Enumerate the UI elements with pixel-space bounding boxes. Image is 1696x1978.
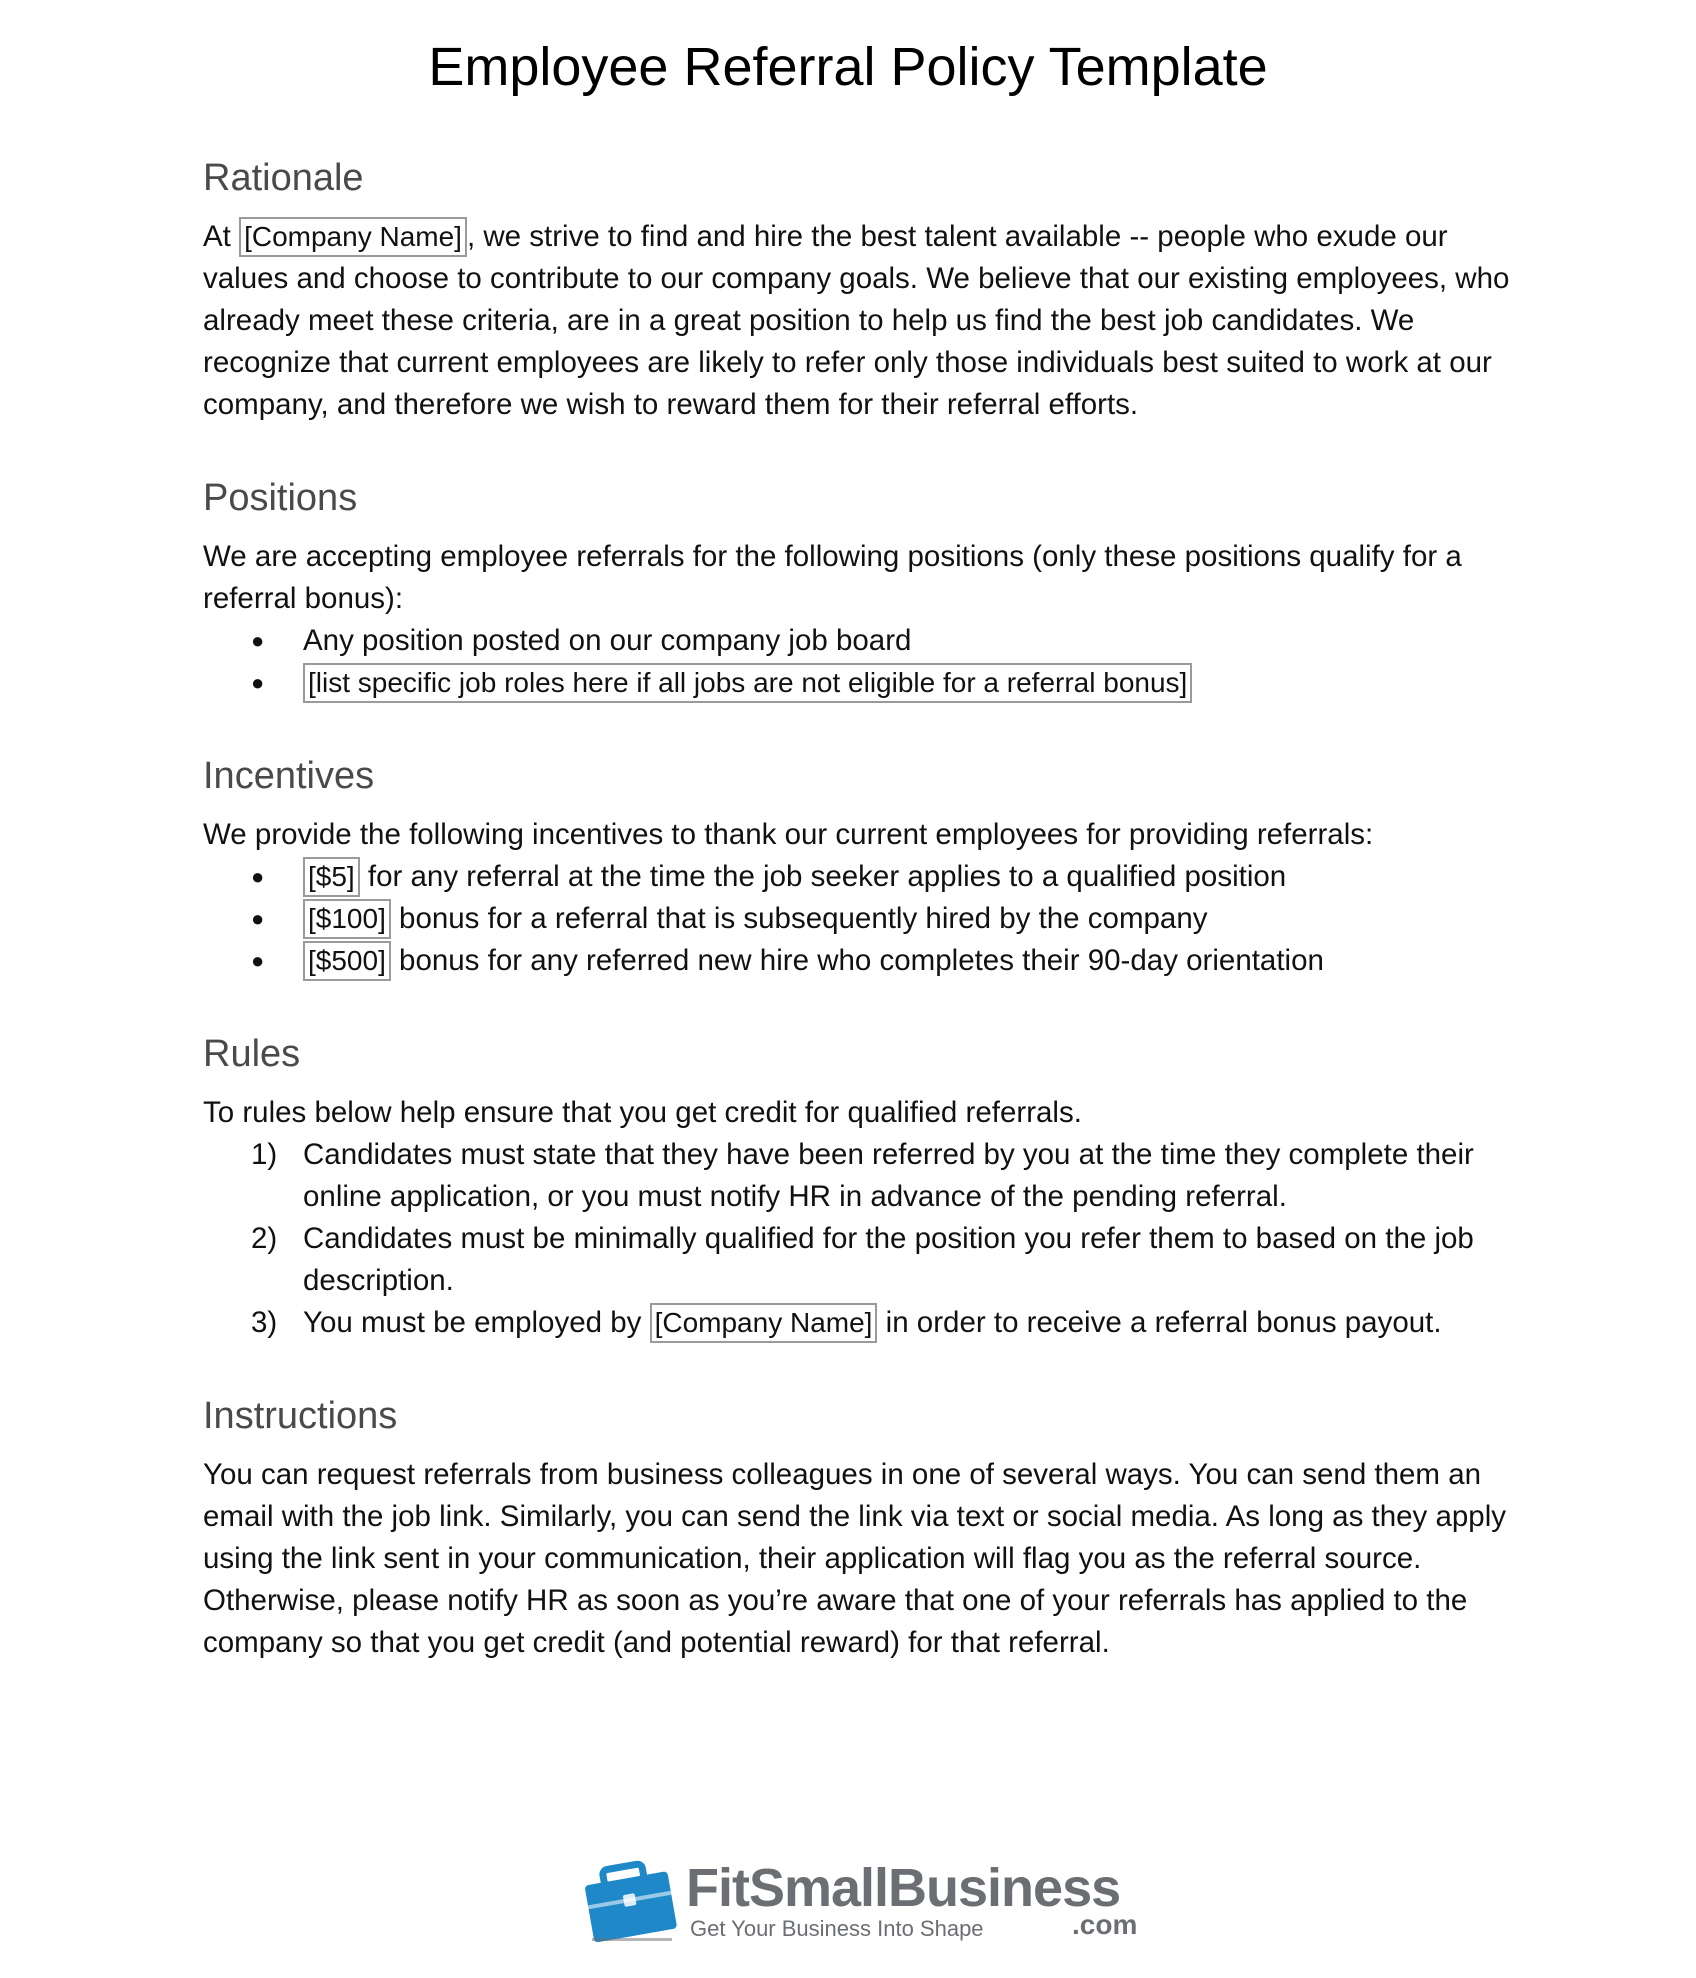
list-item: [203, 1134, 1533, 1218]
document-title: Employee Referral Policy Template: [428, 37, 1268, 97]
document-body: [203, 150, 1533, 1664]
section-heading-rules: Rules: [203, 1033, 301, 1075]
fitsmallbusiness-logo: [582, 1858, 1142, 1948]
incentives-intro: We provide the following incentives to thank our current employees for providing referrals:: [203, 818, 1374, 851]
rule-text: Candidates must state that they have been referred by you at the time they complete their online application, or you must notify HR in advance of the pending referral.: [303, 1138, 1474, 1213]
list-item: [203, 856, 1533, 898]
logo-tagline: Get Your Business Into Shape: [690, 1916, 984, 1941]
rule-text-before: You must be employed by: [303, 1306, 650, 1339]
incentive-text: for any referral at the time the job seeker applies to a qualified position: [359, 860, 1287, 893]
section-rules: [203, 1026, 1533, 1344]
rule-text-after: in order to receive a referral bonus payout.: [877, 1306, 1442, 1339]
incentive-text: bonus for a referral that is subsequently hired by the company: [390, 902, 1208, 935]
list-item: [203, 662, 1533, 704]
rules-intro: To rules below help ensure that you get credit for qualified referrals.: [203, 1096, 1082, 1129]
rule-number: 1): [251, 1138, 278, 1171]
list-item: [203, 1302, 1533, 1344]
rationale-text-after: , we strive to find and hire the best talent available -- people who exude our values and choose to contribute to our company goals. We believe that our existing employees, who already meet these criteria, are in a great position to help us find the best job candidates. We recognize that current employees are likely to refer only those individuals best suited to work at our company, and therefore we wish to reward them for their referral efforts.: [203, 220, 1510, 421]
list-item: [203, 898, 1533, 940]
logo-domain-suffix: .com: [1072, 1909, 1138, 1940]
positions-list: [203, 620, 1533, 704]
rationale-text-before: At: [203, 220, 240, 253]
section-heading-rationale: Rationale: [203, 157, 364, 199]
rules-list: [203, 1134, 1533, 1344]
section-positions: [203, 470, 1533, 704]
rule-number: 3): [251, 1306, 278, 1339]
positions-intro: We are accepting employee referrals for the following positions (only these positions qualify for a referral bonus):: [203, 540, 1462, 615]
amount-placeholder: [$100]: [303, 899, 391, 939]
section-rationale: [203, 150, 1533, 426]
section-incentives: [203, 748, 1533, 982]
bullet-marker: ●: [251, 864, 265, 889]
section-heading-incentives: Incentives: [203, 755, 375, 797]
company-name-placeholder: [Company Name]: [650, 1303, 878, 1343]
bullet-marker: ●: [251, 906, 265, 931]
rule-text: Candidates must be minimally qualified for the position you refer them to based on the job description.: [303, 1222, 1474, 1297]
incentive-text: bonus for any referred new hire who completes their 90-day orientation: [390, 944, 1324, 977]
positions-item-text: Any position posted on our company job board: [303, 624, 912, 657]
section-instructions: [203, 1388, 1533, 1664]
company-name-placeholder: [Company Name]: [239, 217, 467, 257]
list-item: [203, 620, 1533, 662]
bullet-marker: ●: [251, 628, 265, 653]
incentives-list: [203, 856, 1533, 982]
section-heading-instructions: Instructions: [203, 1395, 398, 1437]
amount-placeholder: [$500]: [303, 941, 391, 981]
list-item: [203, 1218, 1533, 1302]
list-item: [203, 940, 1533, 982]
instructions-paragraph: You can request referrals from business colleagues in one of several ways. You can send them an email with the job link. Similarly, you can send the link via text or social media. As long as they apply using the link sent in your communication, their application will flag you as the referral source. Otherwise, please notify HR as soon as you’re aware that one of your referrals has applied to the company so that you get credit (and potential reward) for that referral.: [203, 1458, 1506, 1659]
bullet-marker: ●: [251, 948, 265, 973]
logo-brand-name: FitSmallBusiness: [686, 1858, 1121, 1918]
rationale-paragraph: [203, 216, 1533, 426]
section-heading-positions: Positions: [203, 477, 358, 519]
rule-number: 2): [251, 1222, 278, 1255]
briefcase-icon: [582, 1858, 678, 1942]
bullet-marker: ●: [251, 670, 265, 695]
amount-placeholder: [$5]: [303, 857, 360, 897]
job-roles-placeholder: [list specific job roles here if all jobs are not eligible for a referral bonus]: [303, 663, 1192, 703]
